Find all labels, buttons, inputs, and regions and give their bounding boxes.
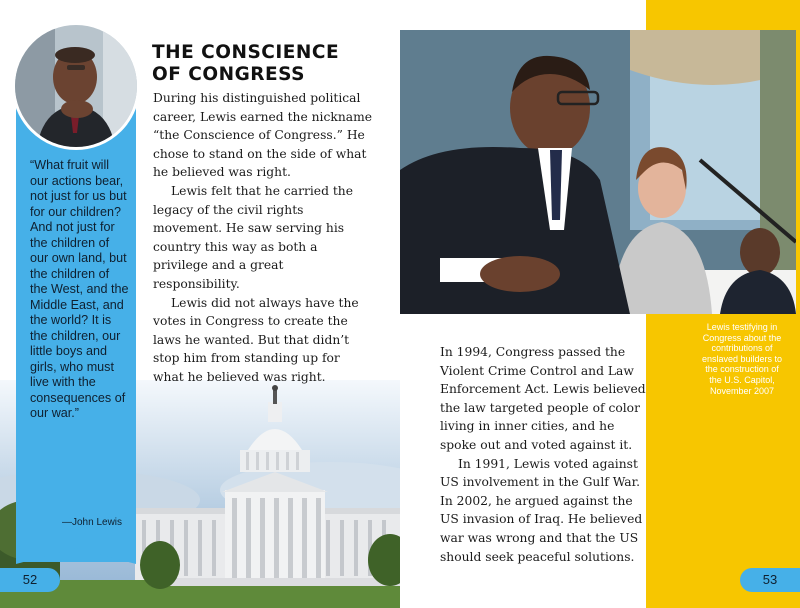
right-body-text	[440, 343, 650, 566]
page-title	[152, 42, 339, 86]
paragraph: Lewis did not always have the votes in Congress to create the laws he wanted. But that didn’t stop him from standing up for what he believed was right.	[153, 295, 359, 384]
photo-caption: Lewis testifying in Congress about the contributions of enslaved builders to the construction of the U.S. Capitol, November 2007	[701, 322, 783, 396]
page-number-right: 53	[740, 568, 800, 592]
portrait-image	[15, 25, 137, 147]
paragraph: In 1994, Congress passed the Violent Crime Control and Law Enforcement Act. Lewis believed the law targeted people of color living in inner cities, and he spoke out and voted against it.	[440, 345, 646, 452]
banner-tail	[16, 540, 136, 564]
testimony-image	[400, 30, 796, 314]
paragraph: In 1991, Lewis voted against US involvement in the Gulf War. In 2002, he argued against the US invasion of Iraq. He believed war was wrong and that the US should seek peaceful solutions.	[440, 456, 643, 564]
john-lewis-portrait	[12, 22, 140, 150]
title-line-2: OF CONGRESS	[152, 64, 305, 85]
paragraph: During his distinguished political career, Lewis earned the nickname “the Conscience of Congress.” He chose to stand on the side of what he believed was right.	[153, 91, 373, 180]
page-number-left: 52	[0, 568, 60, 592]
paragraph: Lewis felt that he carried the legacy of the civil rights movement. He saw serving his country this way as both a privilege and a great responsibility.	[153, 183, 353, 291]
quote-attribution: —John Lewis	[62, 517, 123, 528]
congress-testimony-photo	[400, 30, 796, 314]
left-body-text	[153, 89, 373, 387]
john-lewis-quote: “What fruit will our actions bear, not just for us but for our children? And not just for the children of our own land, but the children of the West, and the Middle East, and the world? It is the children, our little boys and girls, who must live with the consequences of our war.”	[30, 158, 129, 420]
title-line-1: THE CONSCIENCE	[152, 42, 340, 63]
right-page	[400, 0, 800, 608]
